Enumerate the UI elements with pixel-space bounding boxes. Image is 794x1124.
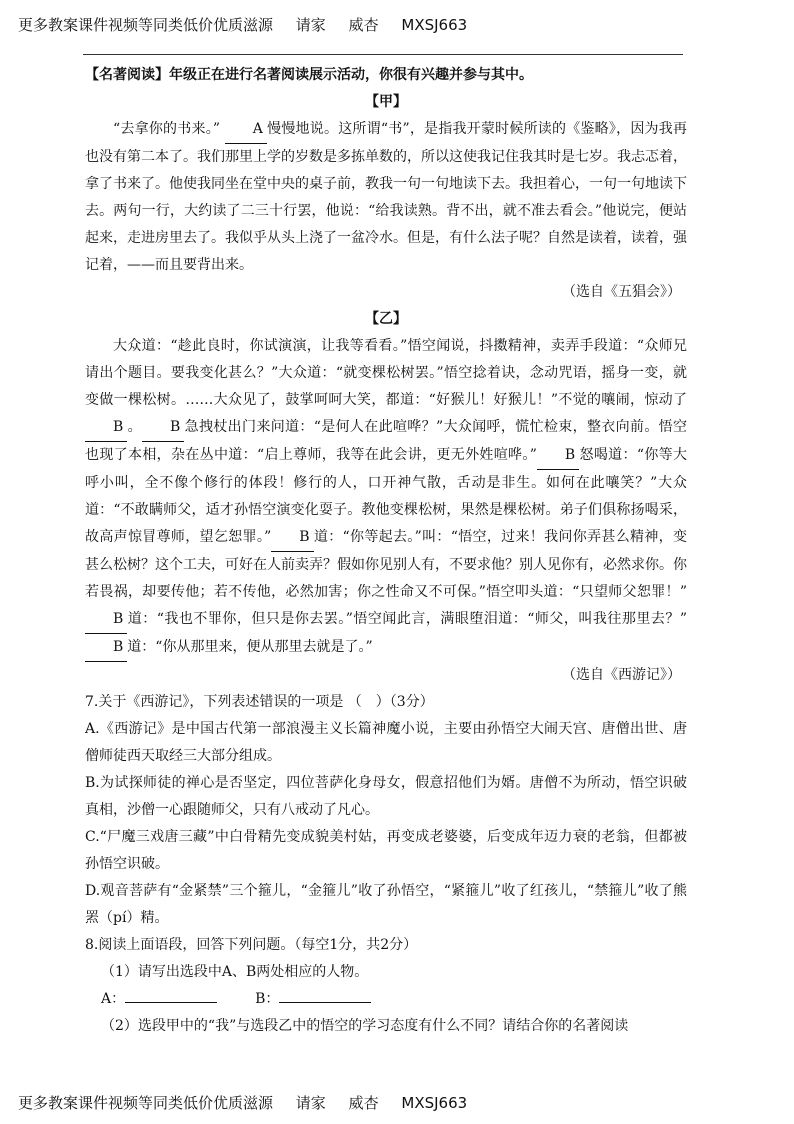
- question-7-stem: 7.关于《西游记》，下列表述错误的一项是 （ ）（3分）: [85, 694, 434, 710]
- yi-text-2: 。: [127, 419, 142, 435]
- yi-text-7: 道：“你从那里来，便从那里去就是了。”: [127, 639, 373, 655]
- header-text-name: 威杏: [348, 16, 379, 34]
- yi-text-6: 道：“我也不罪你，但只是你去罢。”悟空闻此言，满眼堕泪道：“师父，叫我往那里去？”: [127, 611, 687, 627]
- yi-heading: 【乙】: [365, 311, 407, 327]
- intro-text: 年级正在进行名著阅读展示活动，你很有兴趣并参与其中。: [169, 67, 533, 83]
- blank-b: B: [142, 414, 184, 442]
- jia-passage: [85, 116, 687, 279]
- yi-text-5: 道：“你等起去。”叫：“悟空，过来！我问你弄甚么精神，变甚么松树？这个工夫，可好在人前卖弄？假如你见别人有，不要求他？别人见你有，必然求你。你若畏祸，却要传他；若不传他，必然加害；你之性命又不可保。”悟空叩头道：“只望师父恕罪！”: [85, 529, 687, 600]
- jia-heading: 【甲】: [365, 94, 407, 110]
- header-text-promo: 更多教案课件视频等同类低价优质滋源: [18, 16, 274, 34]
- question-7-option-b: B.为试探师徒的禅心是否坚定，四位菩萨化身母女，假意招他们为婿。唐僧不为所动，悟空识破真相，沙僧一心跟随师父，只有八戒动了凡心。: [85, 775, 687, 818]
- answer-a-line[interactable]: [125, 986, 217, 1003]
- yi-text-4: 怒喝道：“你等大呼小叫，全不像个修行的体段！修行的人，口开神气散，舌动是非生。如何在此嚷笑？”大众道：“不敢瞒师父，适才孙悟空演变化耍子。教他变棵松树，果然是棵松树。弟子们俱称扬喝采，故高声惊冒尊师，望乞恕罪。”: [85, 447, 687, 545]
- question-7-option-a: A.《西游记》是中国古代第一部浪漫主义长篇神魔小说，主要由孙悟空大闹天宫、唐僧出世、唐僧师徒西天取经三大部分组成。: [85, 721, 687, 764]
- question-7-option-c: C.“尸魔三戏唐三藏”中白骨精先变成貌美村姑，再变成老婆婆，后变成年迈力衰的老翁，但都被孙悟空识破。: [85, 829, 687, 872]
- blank-b: B: [537, 442, 579, 470]
- blank-b: B: [85, 606, 127, 634]
- blank-b: B: [271, 524, 313, 552]
- blank-a: A: [225, 116, 267, 144]
- answer-b-line[interactable]: [279, 986, 371, 1003]
- yi-text-3: 急拽杖出门来问道：“是何人在此喧哗？”大众闻呼，慌忙检束，整衣向前。悟空也现了本相，杂在丛中道：“启上尊师，我等在此会讲，更无外姓喧哗。”: [85, 419, 688, 463]
- question-8-stem: 8.阅读上面语段，回答下列问题。（每空1分，共2分）: [85, 937, 418, 953]
- yi-source: （选自《西游记》）: [562, 667, 681, 683]
- page-footer: [18, 1092, 485, 1113]
- answer-b-label: B：: [255, 991, 280, 1007]
- question-8-answer-row: [85, 986, 687, 1013]
- header-divider: [83, 54, 683, 55]
- intro-bracket: 【名著阅读】: [85, 67, 169, 83]
- header-text-contact: 请家: [295, 16, 326, 34]
- question-8-sub-2: （2）选段甲中的“我”与选段乙中的悟空的学习态度有什么不同？请结合你的名著阅读: [101, 1018, 629, 1034]
- yi-passage: [85, 333, 687, 662]
- intro-paragraph: [85, 62, 687, 89]
- blank-b: B: [85, 634, 127, 662]
- footer-text-code: MXSJ663: [401, 1094, 468, 1112]
- jia-source: （选自《五猖会》）: [562, 284, 681, 300]
- yi-text-1: 大众道：“趁此良时，你试演演，让我等看看。”悟空闻说，抖擞精神，卖弄手段道：“众师兄请出个题目。要我变化甚么？”大众道：“就变棵松树罢。”悟空捻着诀，念动咒语，摇身一变，就变做一棵松树。……大众见了，鼓掌呵呵大笑，都道：“好猴儿！好猴儿！”不觉的嚷闹，惊动了: [85, 338, 687, 408]
- footer-text-contact: 请家: [295, 1094, 326, 1112]
- jia-text-2: 慢慢地说。这所谓“书”，是指我开蒙时候所读的《鉴略》，因为我再也没有第二本了。我们那里上学的岁数是多拣单数的，所以这使我记住我其时是七岁。我忐忑着，拿了书来了。他使我同坐在堂中央的桌子前，教我一句一句地读下去。我担着心，一句一句地读下去。两句一行，大约读了二三十行罢，他说：“给我读熟。背不出，就不准去看会。”他说完，便站起来，走进房里去了。我似乎从头上浇了一盆冷水。但是，有什么法子呢？自然是读着，读着，强记着，——而且要背出来。: [85, 121, 687, 273]
- question-7-option-d: D.观音菩萨有“金紧禁”三个箍儿，“金箍儿”收了孙悟空，“紧箍儿”收了红孩儿，“禁箍儿”收了熊罴（pí）精。: [85, 883, 687, 926]
- footer-text-promo: 更多教案课件视频等同类低价优质滋源: [18, 1094, 274, 1112]
- page-header: [18, 14, 485, 35]
- header-text-code: MXSJ663: [401, 16, 468, 34]
- blank-b: B: [85, 414, 127, 442]
- answer-a-label: A：: [101, 991, 126, 1007]
- document-body: [85, 62, 687, 1040]
- jia-text-1: “去拿你的书来。”: [113, 121, 221, 137]
- question-8-sub-1: （1）请写出选段中A、B两处相应的人物。: [101, 964, 369, 980]
- footer-text-name: 威杏: [348, 1094, 379, 1112]
